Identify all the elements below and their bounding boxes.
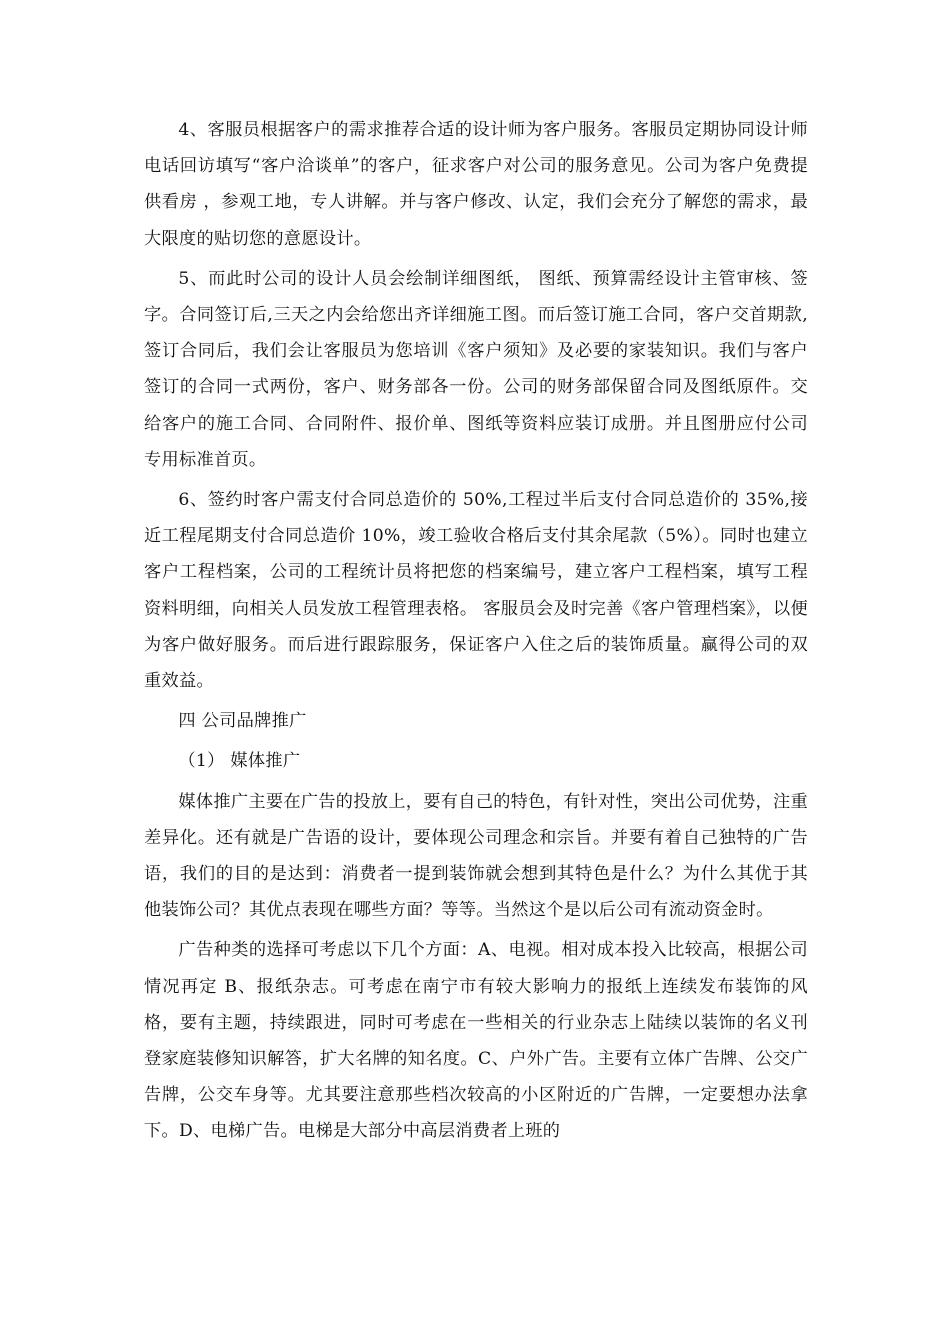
paragraph-5: 5、而此时公司的设计人员会绘制详细图纸， 图纸、预算需经设计主管审核、签字。合同签订后,三天之内会给您出齐详细施工图。而后签订施工合同，客户交首期款,签订合同后，我们会让客服员为您培训《客户须知》及必要的家装知识。我们与客户签订的合同一式两份，客户、财务部各一份。公司的财务部保留合同及图纸原件。交给客户的施工合同、合同附件、报价单、图纸等资料应装订成册。并且图册应付公司专用标准首页。 bbox=[144, 268, 808, 470]
document-page bbox=[144, 112, 808, 1154]
sub-heading: （1） 媒体推广 bbox=[178, 751, 301, 772]
paragraph-6: 6、签约时客户需支付合同总造价的 50%,工程过半后支付合同总造价的 35%,接近工程尾期支付合同总造价 10%，竣工验收合格后支付其余尾款（5%）。同时也建立客户工程档案，公司的工程统计员将把您的档案编号，建立客户工程档案，填写工程资料明细，向相关人员发放工程管理表格。 客服员会及时完善《客户管理档案》，以便为客户做好服务。而后进行跟踪服务，保证客户入住之后的装饰质量。赢得公司的双重效益。 bbox=[144, 490, 808, 692]
paragraph-ad-types: 广告种类的选择可考虑以下几个方面：A、电视。相对成本投入比较高，根据公司情况再定 B、报纸杂志。可考虑在南宁市有较大影响力的报纸上连续发布装饰的风格，要有主题，持续跟进，同时可考虑在一些相关的行业杂志上陆续以装饰的名义刊登家庭装修知识解答，扩大名牌的知名度。C、户外广告。主要有立体广告牌、公交广告牌，公交车身等。尤其要注意那些档次较高的小区附近的广告牌，一定要想办法拿下。D、电梯广告。电梯是大部分中高层消费者上班的 bbox=[144, 940, 808, 1142]
paragraph-4: 4、客服员根据客户的需求推荐合适的设计师为客户服务。客服员定期协同设计师电话回访填写“客户洽谈单”的客户，征求客户对公司的服务意见。公司为客户免费提供看房 ，参观工地，专人讲解。并与客户修改、认定，我们会充分了解您的需求，最大限度的贴切您的意愿设计。 bbox=[144, 120, 808, 249]
section-heading: 四 公司品牌推广 bbox=[178, 711, 307, 732]
paragraph-media: 媒体推广主要在广告的投放上，要有自己的特色，有针对性，突出公司优势，注重差异化。还有就是广告语的设计，要体现公司理念和宗旨。并要有着自己独特的广告语，我们的目的是达到：消费者一提到装饰就会想到其特色是什么？为什么其优于其他装饰公司？其优点表现在哪些方面？等等。当然这个是以后公司有流动资金时。 bbox=[144, 791, 808, 921]
